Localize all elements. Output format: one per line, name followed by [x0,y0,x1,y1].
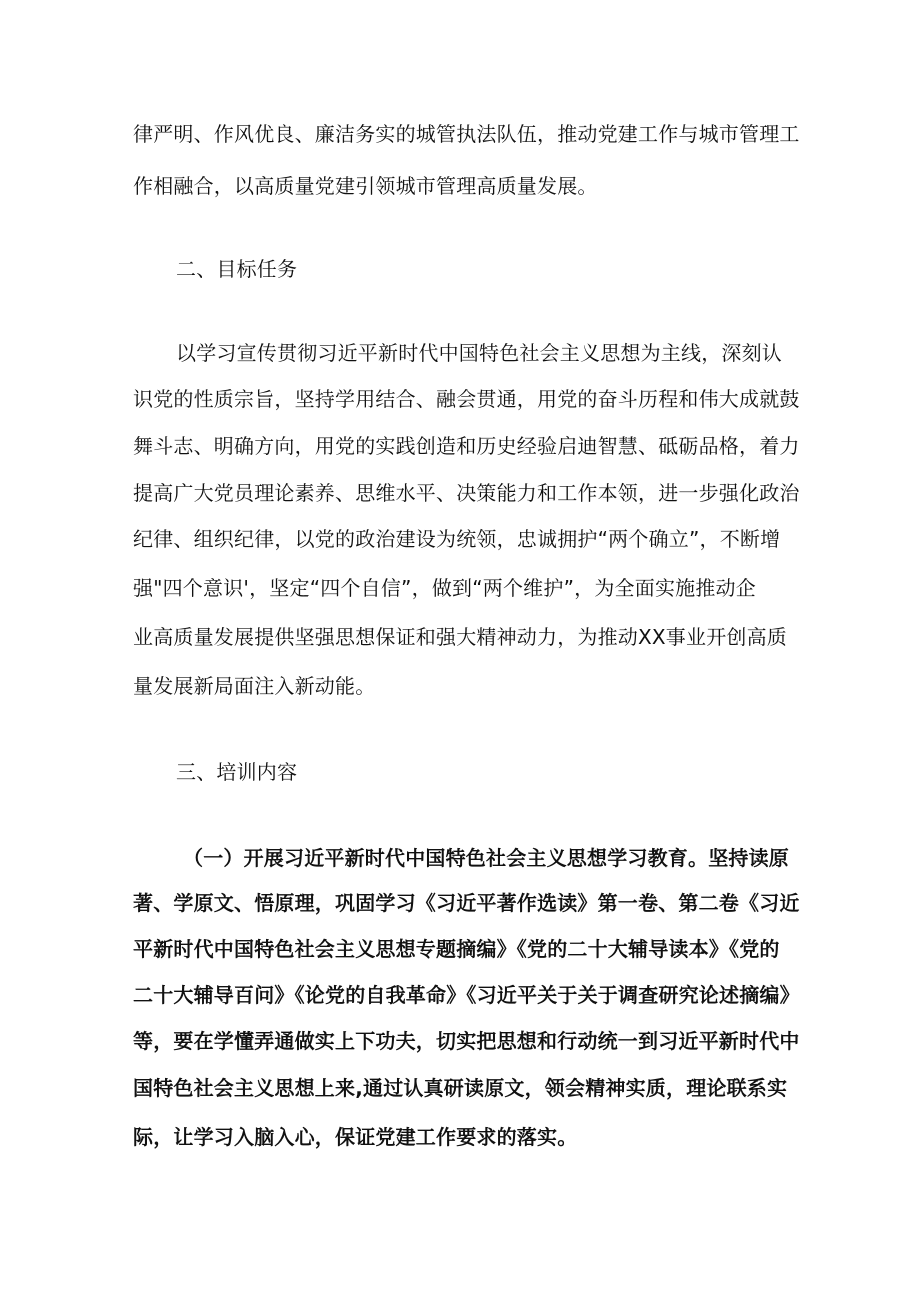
paragraph-line: 识党的性质宗旨，坚持学用结合、融会贯通，用党的奋斗历程和伟大成就鼓 [133,387,800,411]
paragraph-line: 二十大辅导百问》《论党的自我革命》《习近平关于关于调查研究论述摘编》 [133,983,800,1007]
section-heading: 二、目标任务 [176,257,298,281]
section-heading: 三、培训内容 [176,760,298,784]
paragraph-line: 际，让学习入脑入心，保证党建工作要求的落实。 [133,1125,578,1149]
paragraph-line: 舞斗志、明确方向，用党的实践创造和历史经验启迪智慧、砥砺品格，着力 [133,434,800,458]
paragraph-line: 以学习宣传贯彻习近平新时代中国特色社会主义思想为主线，深刻认 [176,341,782,365]
paragraph-line: 纪律、组织纪律，以党的政治建设为统领，忠诚拥护“两个确立”，不断增 [133,527,781,551]
paragraph-line: 国特色社会主义思想上来,通过认真研读原文，领会精神实质，理论联系实 [133,1076,788,1100]
paragraph-line: （一）开展习近平新时代中国特色社会主义思想学习教育。坚持读原 [183,846,789,870]
paragraph-line: 强"四个意识'，坚定“四个自信”，做到“两个维护”，为全面实施推动企 [133,576,756,600]
paragraph-line: 业高质量发展提供坚强思想保证和强大精神动力，为推动XX事业开创高质 [133,625,788,649]
paragraph-line: 律严明、作风优良、廉洁务实的城管执法队伍，推动党建工作与城市管理工 [133,122,800,146]
paragraph-line: 作相融合，以高质量党建引领城市管理高质量发展。 [133,174,598,198]
paragraph-line: 著、学原文、悟原理，巩固学习《习近平著作选读》第一卷、第二卷《习近 [133,891,800,915]
paragraph-line: 等，要在学懂弄通做实上下功夫，切实把思想和行动统一到习近平新时代中 [133,1029,800,1053]
paragraph-line: 平新时代中国特色社会主义思想专题摘编》《党的二十大辅导读本》《党的 [133,937,780,961]
paragraph-line: 提高广大党员理论素养、思维水平、决策能力和工作本领，进一步强化政治 [133,481,800,505]
paragraph-line: 量发展新局面注入新动能。 [133,674,376,698]
